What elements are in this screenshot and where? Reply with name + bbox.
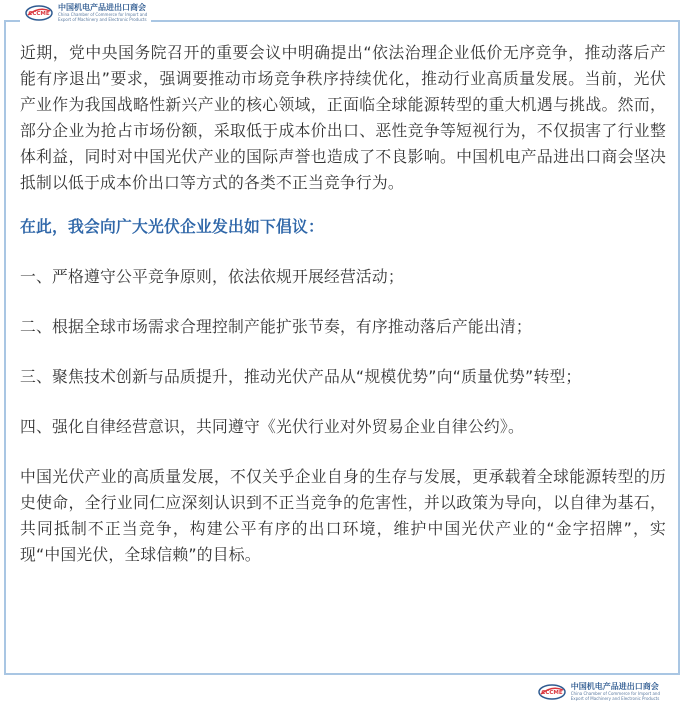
closing-paragraph: 中国光伏产业的高质量发展，不仅关乎企业自身的生存与发展，更承载着全球能源转型的历史使命，全行业同仁应深刻认识到不正当竞争的危害性，并以政策为导向，以自律为基石，共同抵制不正当竞争，构建公平有序的出口环境，维护中国光伏产业的“金字招牌”，实现“中国光伏，全球信赖”的目标。: [20, 467, 666, 564]
logo-name-en-2: Export of Machinery and Electronic Products: [58, 17, 147, 22]
intro-paragraph: 近期，党中央国务院召开的重要会议中明确提出“依法治理企业低价无序竞争，推动落后产能有序退出”要求，强调要推动市场竞争秩序持续优化，推动行业高质量发展。当前，光伏产业作为我国战略性新兴产业的核心领域，正面临全球能源转型的重大机遇与挑战。然而，部分企业为抢占市场份额，采取低于成本价出口、恶性竞争等短视行为，不仅损害了行业整体利益，同时对中国光伏产业的国际声誉也造成了不良影响。中国机电产品进出口商会坚决抵制以低于成本价出口等方式的各类不正当竞争行为。: [20, 43, 666, 192]
proposal-item-4: 四、强化自律经营意识，共同遵守《光伏行业对外贸易企业自律公约》。: [20, 417, 525, 436]
logo-name-en-2: Export of Machinery and Electronic Products: [570, 696, 660, 701]
logo-mark-text: CCCME: [541, 690, 563, 696]
logo-name-en-1: China Chamber of Commerce for Import and: [58, 12, 148, 17]
logo-mark-text: CCCME: [28, 11, 50, 17]
cccme-logo-icon: [24, 2, 54, 24]
cccme-logo-top: [20, 2, 151, 24]
proposal-item-2: 二、根据全球市场需求合理控制产能扩张节奏，有序推动落后产能出清；: [20, 317, 532, 336]
logo-text: [571, 683, 660, 701]
cccme-logo-icon: [537, 681, 567, 703]
logo-name-cn: 中国机电产品进出口商会: [58, 3, 146, 12]
logo-name-en-1: China Chamber of Commerce for Import and: [570, 691, 660, 696]
proposal-lead: 在此，我会向广大光伏企业发出如下倡议：: [20, 217, 324, 236]
cccme-logo-bottom: [533, 681, 664, 703]
document-body: [20, 40, 666, 568]
logo-text: [58, 4, 147, 22]
logo-name-cn: 中国机电产品进出口商会: [570, 682, 659, 691]
proposal-item-3: 三、聚焦技术创新与品质提升，推动光伏产品从“规模优势”向“质量优势”转型；: [20, 367, 582, 386]
proposal-item-1: 一、严格遵守公平竞争原则，依法依规开展经营活动；: [20, 267, 404, 286]
